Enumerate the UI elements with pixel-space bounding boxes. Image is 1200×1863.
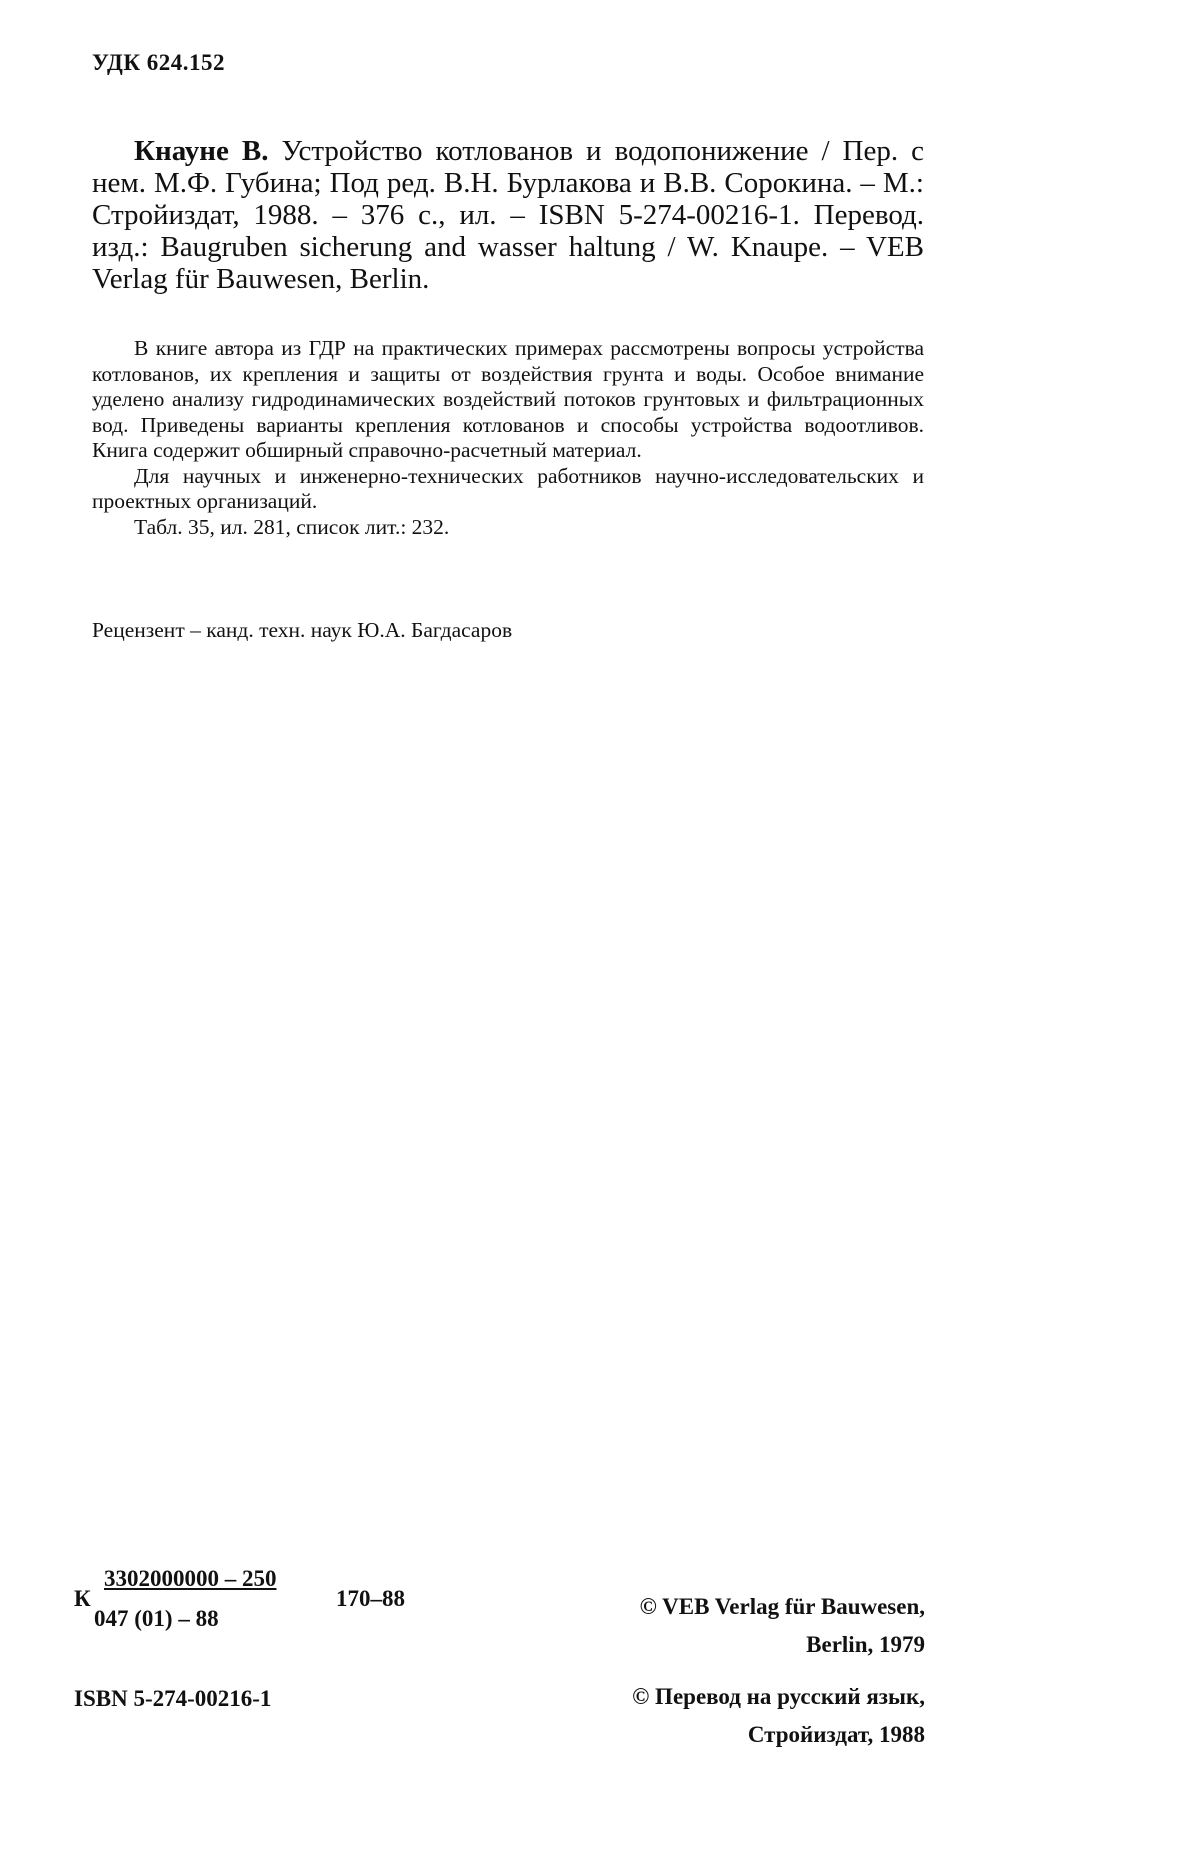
copyright-original-place: Berlin, 1979 <box>806 1632 925 1657</box>
reviewer: Рецензент – канд. техн. наук Ю.А. Багдасаров <box>92 618 513 642</box>
copyright-translation-publisher: Стройиздат, 1988 <box>747 1722 925 1747</box>
annotation <box>92 336 924 540</box>
code-prefix: К <box>74 1586 91 1611</box>
copyright-block <box>560 1588 925 1754</box>
code-side: 170–88 <box>336 1586 405 1611</box>
code-numerator: 3302000000 – 250 <box>104 1566 277 1591</box>
publication-code <box>74 1566 454 1636</box>
copyright-original: © VEB Verlag für Bauwesen, <box>639 1594 925 1619</box>
annotation-paragraph-2: Для научных и инженерно-технических работников научно-исследовательских и проектных организаций. <box>92 463 924 513</box>
code-denominator: 047 (01) – 88 <box>94 1606 219 1631</box>
annotation-paragraph-3: Табл. 35, ил. 281, список лит.: 232. <box>134 514 450 539</box>
bibliographic-text: Устройство котлованов и водопонижение / Пер. с нем. М.Ф. Губина; Под ред. В.Н. Бурлакова и В.В. Сорокина. – М.: Стройиздат, 1988. – 376 с., ил. – ISBN 5-274-00216-1. Перевод. изд.: Baugruben sicherung and wasser haltung / W. Knaupe. – VEB Verlag für Bauwesen, Berlin. <box>92 135 925 295</box>
isbn: ISBN 5-274-00216-1 <box>74 1686 272 1711</box>
udk-code: УДК 624.152 <box>92 50 226 75</box>
annotation-paragraph-1: В книге автора из ГДР на практических примерах рассмотрены вопросы устройства котлованов, их крепления и защиты от воздействия грунта и воды. Особое внимание уделено анализу гидродинамических воздействий потоков грунтовых и фильтрационных вод. Приведены варианты крепления котлованов и способы устройства водоотливов. Книга содержит обширный справочно-расчетный материал. <box>92 336 924 462</box>
bibliographic-paragraph <box>92 135 924 295</box>
bibliographic-description <box>92 135 924 295</box>
copyright-translation: © Перевод на русский язык, <box>632 1684 925 1709</box>
author-name: Кнауне В. <box>134 135 269 167</box>
